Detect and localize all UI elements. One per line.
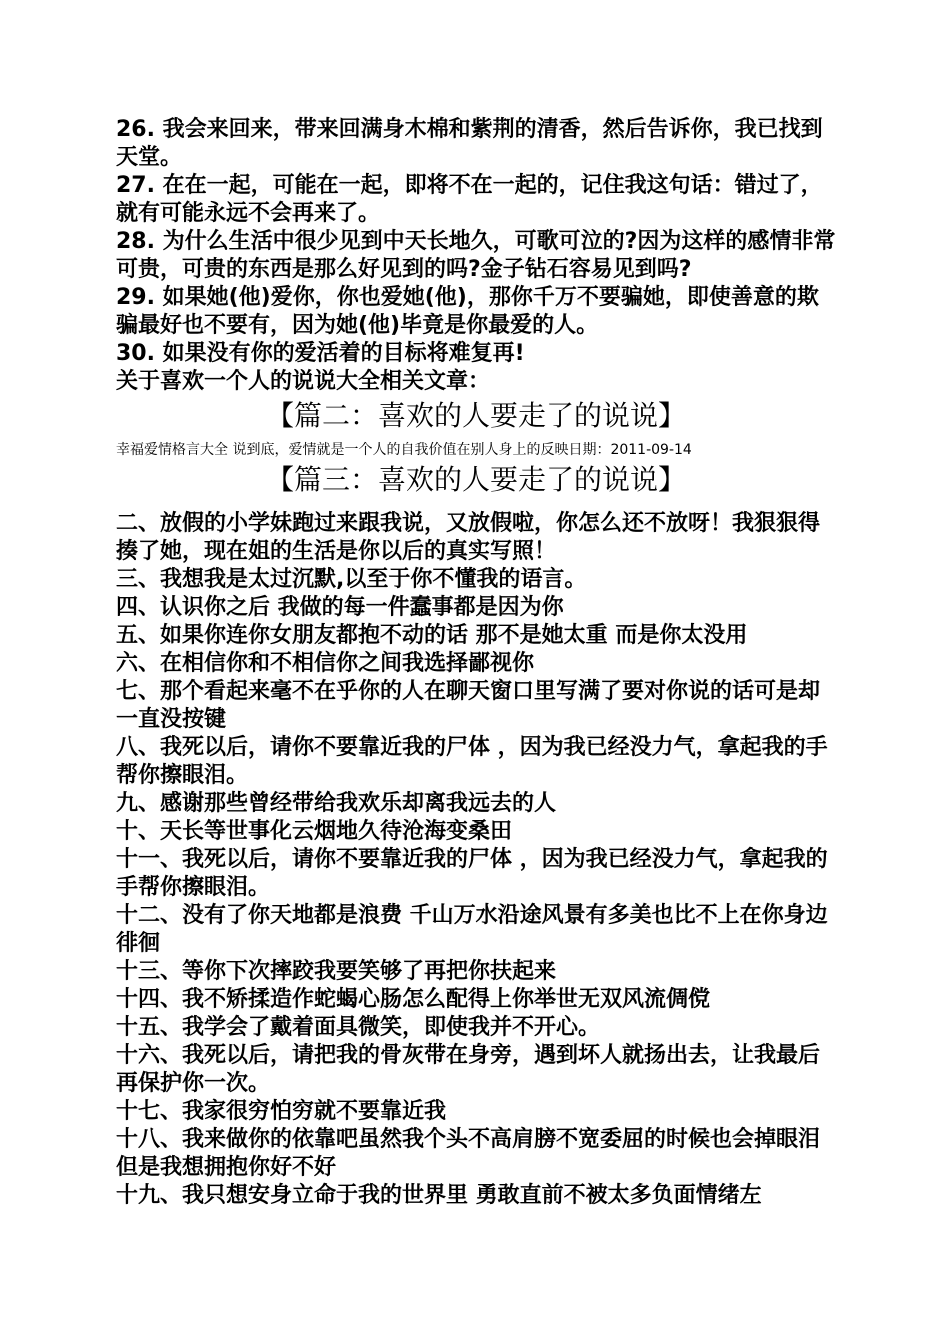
section-heading-3: 【篇三：喜欢的人要走了的说说】 (265, 463, 686, 496)
list-item: 十二、没有了你天地都是浪费 千山万水沿途风景有多美也比不上在你身边徘徊 (116, 903, 828, 956)
list-item: 八、我死以后，请你不要靠近我的尸体 ，因为我已经没力气，拿起我的手帮你擦眼泪。 (116, 735, 828, 788)
document-body (116, 116, 836, 1210)
list-block-2 (116, 510, 836, 1210)
list-item: 十五、我学会了戴着面具微笑，即使我并不开心。 (116, 1015, 601, 1040)
list-item: 30. 如果没有你的爱活着的目标将难复再! (116, 341, 525, 366)
list-item: 26. 我会来回来，带来回满身木棉和紫荆的清香，然后告诉你，我已找到天堂。 (116, 117, 823, 170)
list-item: 四、认识你之后 我做的每一件蠢事都是因为你 (116, 595, 564, 620)
list-item: 29. 如果她(他)爱你，你也爱她(他)，那你千万不要骗她，即使善意的欺骗最好也不要有，因为她(他)毕竟是你最爱的人。 (116, 285, 819, 338)
list-item: 十四、我不矫揉造作蛇蝎心肠怎么配得上你举世无双风流倜傥 (116, 987, 711, 1012)
list-item: 27. 在在一起，可能在一起，即将不在一起的，记住我这句话：错过了，就有可能永远不会再来了。 (116, 173, 823, 226)
list-item: 28. 为什么生活中很少见到中天长地久，可歌可泣的?因为这样的感情非常可贵，可贵的东西是那么好见到的吗?金子钻石容易见到吗? (116, 229, 836, 282)
related-articles-heading: 关于喜欢一个人的说说大全相关文章： (116, 369, 491, 394)
list-item: 十、天长等世事化云烟地久待沧海变桑田 (116, 819, 513, 844)
list-item: 十八、我来做你的依靠吧虽然我个头不高肩膀不宽委屈的时候也会掉眼泪但是我想拥抱你好不好 (116, 1127, 821, 1180)
list-item: 十七、我家很穷怕穷就不要靠近我 (116, 1099, 447, 1124)
list-item: 九、感谢那些曾经带给我欢乐却离我远去的人 (116, 791, 557, 816)
list-item: 六、在相信你和不相信你之间我选择鄙视你 (116, 651, 535, 676)
list-item: 七、那个看起来毫不在乎你的人在聊天窗口里写满了要对你说的话可是却一直没按键 (116, 679, 821, 732)
list-item: 十六、我死以后，请把我的骨灰带在身旁，遇到坏人就扬出去，让我最后再保护你一次。 (116, 1043, 821, 1096)
list-item: 十三、等你下次摔跤我要笑够了再把你扶起来 (116, 959, 557, 984)
list-item: 三、我想我是太过沉默,以至于你不懂我的语言。 (116, 567, 587, 592)
list-block-1 (116, 116, 836, 396)
list-item: 五、如果你连你女朋友都抱不动的话 那不是她太重 而是你太没用 (116, 623, 748, 648)
list-item: 十一、我死以后，请你不要靠近我的尸体 ，因为我已经没力气，拿起我的手帮你擦眼泪。 (116, 847, 828, 900)
section-heading-2: 【篇二：喜欢的人要走了的说说】 (265, 399, 686, 432)
list-item: 十九、我只想安身立命于我的世界里 勇敢直前不被太多负面情绪左 (116, 1183, 762, 1208)
list-item: 二、放假的小学妹跑过来跟我说，又放假啦，你怎么还不放呀！我狠狠得揍了她，现在姐的生活是你以后的真实写照！ (116, 511, 821, 564)
article-meta-line: 幸福爱情格言大全 说到底，爱情就是一个人的自我价值在别人身上的反映日期：2011-09-14 (116, 442, 692, 458)
